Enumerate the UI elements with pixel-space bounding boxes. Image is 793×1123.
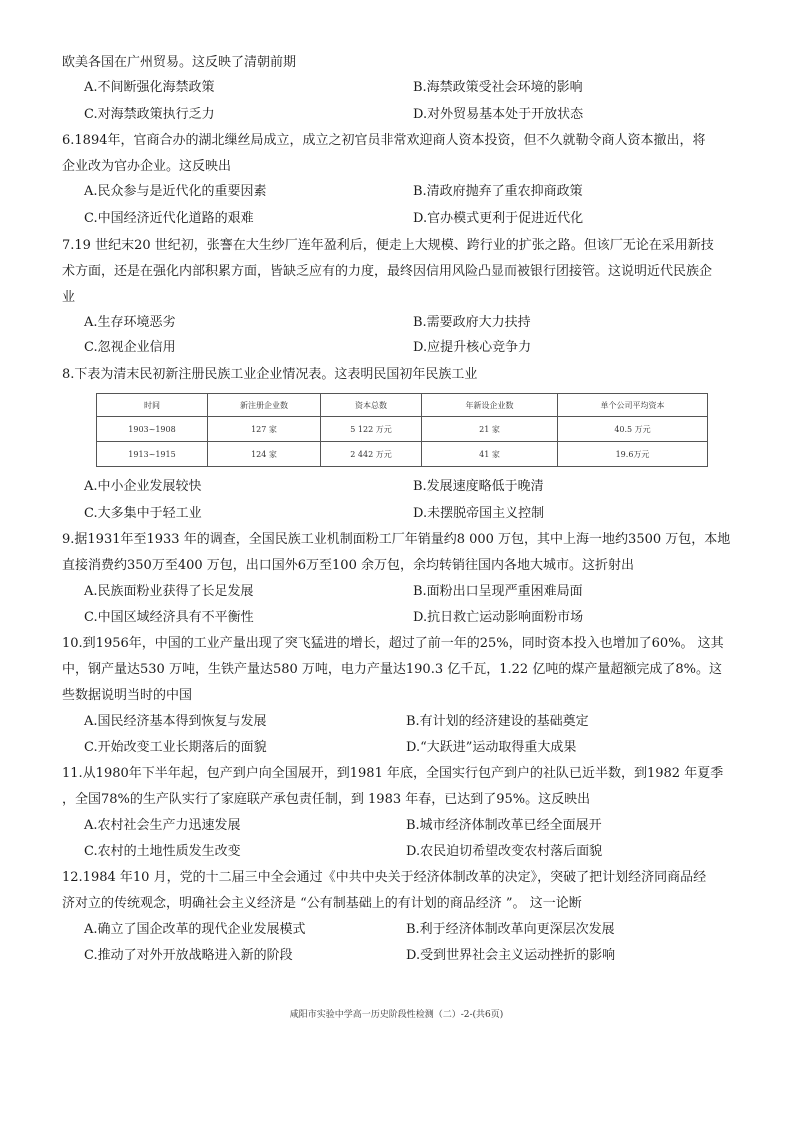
q5-option-a: A.不间断强化海禁政策 (84, 80, 215, 95)
q6-stem-line1: 6.1894年，官商合办的湖北缫丝局成立，成立之初官员非常欢迎商人资本投资，但不久就勒令商人资本撤出，将 (62, 133, 706, 148)
table-cell: 21 家 (422, 417, 558, 442)
q11-option-a: A.农村社会生产力迅速发展 (84, 818, 241, 833)
table-cell: 1903~1908 (97, 417, 208, 442)
q7-option-c: C.忽视企业信用 (84, 340, 176, 355)
table-cell: 40.5 万元 (558, 417, 708, 442)
table-cell: 41 家 (422, 442, 558, 467)
table-cell: 127 家 (208, 417, 321, 442)
q9-stem-line1: 9.据1931年至1933 年的调查，全国民族工业机制面粉工厂年销量约8 000 万包，其中上海一地约3500 万包，本地 (62, 532, 731, 547)
q6-option-a: A.民众参与是近代化的重要因素 (84, 184, 267, 199)
q11-option-d: D.农民迫切希望改变农村落后面貌 (406, 844, 603, 859)
q5-option-c: C.对海禁政策执行乏力 (84, 107, 215, 122)
q12-option-d: D.受到世界社会主义运动挫折的影响 (406, 948, 616, 963)
table-cell: 124 家 (208, 442, 321, 467)
q8-option-b: B.发展速度略低于晚清 (413, 479, 544, 494)
table-header-cell: 单个公司平均资本 (558, 394, 708, 417)
table-cell: 5 122 万元 (321, 417, 422, 442)
q7-stem-line1: 7.19 世纪末20 世纪初，张謇在大生纱厂连年盈利后，便走上大规模、跨行业的扩张之路。但该厂无论在采用新技 (62, 238, 714, 253)
q10-option-d: D.“大跃进”运动取得重大成果 (406, 740, 577, 755)
q9-option-c: C.中国区域经济具有不平衡性 (84, 610, 254, 625)
table-header-cell: 年新设企业数 (422, 394, 558, 417)
q12-stem-line1: 12.1984 年10 月，党的十二届三中全会通过《中共中央关于经济体制改革的决定》，突破了把计划经济同商品经 (62, 870, 707, 885)
q6-option-c: C.中国经济近代化道路的艰难 (84, 211, 254, 226)
q7-stem-line2: 术方面，还是在强化内部积累方面，皆缺乏应有的力度，最终因信用风险凸显而被银行团接管。这说明近代民族企 (62, 264, 713, 279)
q11-stem-line1: 11.从1980年下半年起，包产到户向全国展开，到1981 年底，全国实行包产到户的社队已近半数，到1982 年夏季 (62, 766, 724, 781)
q12-option-c: C.推动了对外开放战略进入新的阶段 (84, 948, 293, 963)
q6-option-d: D.官办模式更利于促进近代化 (413, 211, 584, 226)
table-cell: 19.6万元 (558, 442, 708, 467)
q7-option-d: D.应提升核心竞争力 (413, 340, 532, 355)
q8-option-d: D.未摆脱帝国主义控制 (413, 506, 545, 521)
q10-option-a: A.国民经济基本得到恢复与发展 (84, 714, 267, 729)
q11-option-c: C.农村的土地性质发生改变 (84, 844, 241, 859)
q8-option-a: A.中小企业发展较快 (84, 479, 202, 494)
q5-option-b: B.海禁政策受社会环境的影响 (413, 80, 583, 95)
table-header-cell: 时间 (97, 394, 208, 417)
q11-option-b: B.城市经济体制改革已经全面展开 (406, 818, 602, 833)
q12-option-b: B.利于经济体制改革向更深层次发展 (406, 922, 615, 937)
q8-option-c: C.大多集中于轻工业 (84, 506, 202, 521)
q6-stem-line2: 企业改为官办企业。这反映出 (62, 159, 232, 174)
q5-stem-continuation: 欧美各国在广州贸易。这反映了清朝前期 (62, 55, 297, 70)
q9-option-b: B.面粉出口呈现严重困难局面 (413, 584, 583, 599)
q5-option-d: D.对外贸易基本处于开放状态 (413, 107, 584, 122)
q10-stem-line2: 中，钢产量达530 万吨，生铁产量达580 万吨，电力产量达190.3 亿千瓦，1.22 亿吨的煤产量超额完成了8%。这 (62, 662, 722, 677)
table-cell: 2 442 万元 (321, 442, 422, 467)
q11-stem-line2: ，全国78%的生产队实行了家庭联产承包责任制，到 1983 年春，已达到了95%。这反映出 (62, 792, 591, 807)
table-header-row (97, 394, 708, 417)
q8-data-table (96, 393, 708, 467)
q7-stem-line3: 业 (62, 290, 76, 305)
page-footer: 咸阳市实验中学高一历史阶段性检测（二）-2-(共6页) (289, 1010, 504, 1020)
q12-stem-line2: 济对立的传统观念，明确社会主义经济是 “公有制基础上的有计划的商品经济 ”。 这一论断 (62, 896, 582, 911)
q10-stem-line3: 些数据说明当时的中国 (62, 688, 193, 703)
q10-stem-line1: 10.到1956年，中国的工业产量出现了突飞猛进的增长，超过了前一年的25%，同时资本投入也增加了60%。 这其 (62, 636, 724, 651)
q7-option-a: A.生存环境恶劣 (84, 315, 176, 330)
q6-option-b: B.清政府抛弃了重农抑商政策 (413, 184, 583, 199)
q9-stem-line2: 直接消费约350万至400 万包，出口国外6万至100 余万包，余均转销往国内各地大城市。这折射出 (62, 558, 634, 573)
table-row (97, 442, 708, 467)
table-row (97, 417, 708, 442)
table-header-cell: 资本总数 (321, 394, 422, 417)
q9-option-d: D.抗日救亡运动影响面粉市场 (413, 610, 584, 625)
table-cell: 1913~1915 (97, 442, 208, 467)
q12-option-a: A.确立了国企改革的现代企业发展模式 (84, 922, 306, 937)
q10-option-b: B.有计划的经济建设的基础奠定 (406, 714, 589, 729)
q8-stem: 8.下表为清末民初新注册民族工业企业情况表。这表明民国初年民族工业 (62, 367, 478, 382)
q9-option-a: A.民族面粉业获得了长足发展 (84, 584, 254, 599)
q10-option-c: C.开始改变工业长期落后的面貌 (84, 740, 267, 755)
table-header-cell: 新注册企业数 (208, 394, 321, 417)
q7-option-b: B.需要政府大力扶持 (413, 315, 531, 330)
